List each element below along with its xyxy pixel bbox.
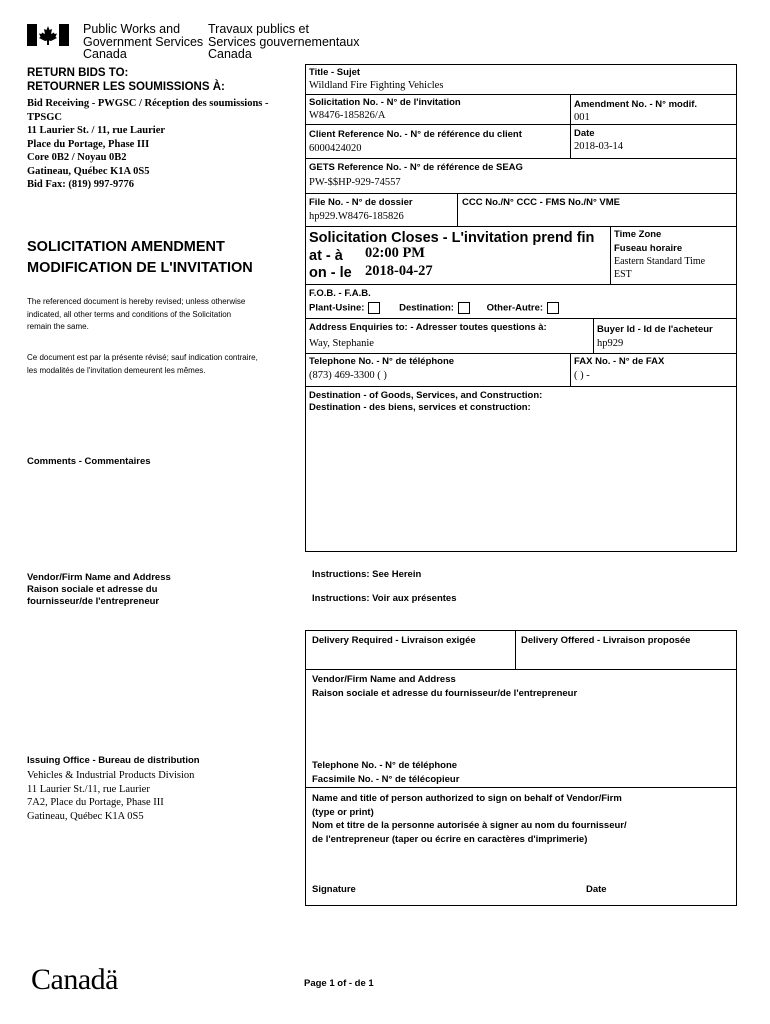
issuing-line: Gatineau, Québec K1A 0S5 [27, 810, 144, 822]
return-bids-line: Place du Portage, Phase III [27, 138, 150, 150]
note-line: les modalités de l'invitation demeurent les mêmes. [27, 365, 206, 375]
other-checkbox[interactable] [547, 302, 559, 314]
dept-fr-line-2: Services gouvernementaux [208, 34, 360, 49]
vendor-name-address-label: Vendor/Firm Name and Address [312, 674, 456, 685]
close-date-value: 2018-04-27 [365, 263, 433, 279]
fax-label: FAX No. - N° de FAX [574, 356, 665, 367]
destination-label: Destination: [399, 302, 454, 314]
note-line: Ce document est par la présente révisé; sauf indication contraire, [27, 353, 258, 362]
divider [305, 124, 737, 125]
date-label: Date [574, 128, 595, 139]
dept-en-line-1: Public Works and [83, 22, 181, 36]
closes-label: Solicitation Closes - L'invitation prend fin [309, 230, 595, 246]
divider [305, 318, 737, 319]
delivery-offered-label: Delivery Offered - Livraison proposée [521, 635, 691, 646]
amendment-title-en: SOLICITATION AMENDMENT [27, 239, 225, 255]
note-line: The referenced document is hereby revised; unless otherwise [27, 297, 246, 306]
note-line: remain the same. [27, 322, 89, 331]
divider [305, 353, 737, 354]
dept-en-line-3: Canada [83, 47, 127, 61]
dept-fr-line-3: Canada [208, 47, 252, 61]
other-label: Other-Autre: [486, 302, 544, 314]
divider [570, 94, 571, 158]
vendor-label [27, 572, 171, 608]
signature-date-label: Date [586, 884, 607, 895]
telephone-value: (873) 469-3300 ( ) [309, 370, 387, 381]
divider [305, 158, 737, 159]
return-bids-line: TPSGC [27, 111, 63, 123]
divider [305, 94, 737, 95]
return-bids-title-fr: RETOURNER LES SOUMISSIONS À: [27, 81, 225, 93]
divider [515, 630, 516, 669]
client-ref-value: 6000424020 [309, 143, 362, 154]
department-name-en [83, 23, 203, 61]
ccc-label: CCC No./N° CCC - FMS No./N° VME [462, 197, 621, 208]
delivery-required-label: Delivery Required - Livraison exigée [312, 635, 476, 646]
return-bids-address [27, 97, 269, 192]
vendor-label-line: fournisseur/de l'entrepreneur [27, 596, 160, 607]
title-value: Wildland Fire Fighting Vehicles [309, 80, 444, 91]
address-enquiries-value: Way, Stephanie [309, 338, 374, 349]
destination-goods-label-fr: Destination - des biens, services et construction: [309, 402, 531, 413]
return-bids-line: Bid Receiving - PWGSC / Réception des soumissions - [27, 98, 269, 109]
gets-label: GETS Reference No. - N° de référence de SEAG [309, 162, 523, 173]
return-bids-line: Gatineau, Québec K1A 0S5 [27, 165, 150, 177]
auth-line: Name and title of person authorized to sign on behalf of Vendor/Firm [312, 793, 622, 804]
page-number: Page 1 of - de 1 [304, 978, 374, 989]
auth-line: de l'entrepreneur (taper ou écrire en caractères d'imprimerie) [312, 833, 588, 845]
amendment-note-fr [27, 352, 258, 377]
return-bids-line: Bid Fax: (819) 997-9776 [27, 179, 135, 190]
instructions-en: Instructions: See Herein [312, 569, 422, 580]
file-label: File No. - N° de dossier [309, 197, 413, 208]
divider [305, 386, 737, 387]
fax-value: ( ) - [574, 370, 590, 381]
plant-label: Plant-Usine: [309, 302, 365, 314]
divider [570, 353, 571, 386]
issuing-line: Vehicles & Industrial Products Division [27, 770, 195, 781]
destination-checkbox[interactable] [458, 302, 470, 314]
issuing-office-label: Issuing Office - Bureau de distribution [27, 755, 200, 766]
amendment-title [27, 237, 253, 279]
timezone-label: Time Zone [614, 229, 662, 240]
department-name-fr [208, 23, 359, 61]
divider [305, 787, 737, 788]
authorized-person-label [312, 792, 627, 846]
at-label: at - à [309, 248, 343, 264]
gets-value: PW-$$HP-929-74557 [309, 177, 401, 188]
date-value: 2018-03-14 [574, 141, 623, 152]
amendment-title-fr: MODIFICATION DE L'INVITATION [27, 260, 253, 276]
buyer-label: Buyer Id - Id de l'acheteur [597, 324, 713, 335]
divider [305, 226, 737, 227]
issuing-line: 11 Laurier St./11, rue Laurier [27, 783, 150, 795]
buyer-value: hp929 [597, 338, 624, 349]
return-bids-title [27, 66, 225, 94]
file-value: hp929.W8476-185826 [309, 211, 404, 222]
solicitation-value: W8476-185826/A [309, 110, 386, 121]
auth-line: Nom et titre de la personne autorisée à signer au nom du fournisseur/ [312, 820, 627, 831]
fob-options [309, 302, 559, 314]
timezone-value: Eastern Standard Time [614, 256, 706, 267]
comments-label: Comments - Commentaires [27, 456, 151, 467]
vendor-name-address-label-fr: Raison sociale et adresse du fournisseur/de l'entrepreneur [312, 688, 578, 699]
instructions-fr: Instructions: Voir aux présentes [312, 593, 457, 604]
return-bids-line: Core 0B2 / Noyau 0B2 [27, 152, 127, 163]
vendor-label-line: Vendor/Firm Name and Address [27, 572, 171, 583]
timezone-label-fr: Fuseau horaire [614, 243, 683, 254]
amendment-value: 001 [574, 112, 590, 123]
issuing-office-address [27, 769, 194, 823]
divider [593, 318, 594, 353]
divider [305, 284, 737, 285]
address-enquiries-label: Address Enquiries to: - Adresser toutes questions à: [309, 322, 547, 333]
vendor-telephone-label: Telephone No. - N° de téléphone [312, 760, 458, 771]
return-bids-title-en: RETURN BIDS TO: [27, 67, 129, 79]
canada-flag-icon [27, 24, 69, 46]
telephone-label: Telephone No. - N° de téléphone [309, 356, 455, 367]
fob-label: F.O.B. - F.A.B. [309, 288, 371, 299]
return-bids-line: 11 Laurier St. / 11, rue Laurier [27, 125, 166, 136]
plant-checkbox[interactable] [368, 302, 380, 314]
close-time-value: 02:00 PM [365, 245, 425, 261]
solicitation-label: Solicitation No. - N° de l'invitation [309, 97, 461, 108]
divider [610, 226, 611, 284]
dept-fr-line-1: Travaux publics et [208, 22, 309, 36]
title-label: Title - Sujet [309, 67, 361, 78]
dept-en-line-2: Government Services [83, 34, 204, 49]
timezone-abbr: EST [614, 269, 632, 280]
destination-goods-label-en: Destination - of Goods, Services, and Construction: [309, 390, 543, 401]
signature-label: Signature [312, 884, 356, 895]
vendor-facsimile-label: Facsimile No. - N° de télécopieur [312, 774, 460, 785]
client-ref-label: Client Reference No. - N° de référence du client [309, 129, 522, 140]
vendor-label-line: Raison sociale et adresse du [27, 584, 158, 595]
canada-wordmark: Canadä [31, 963, 118, 996]
divider [305, 669, 737, 670]
divider [305, 193, 737, 194]
auth-line: (type or print) [312, 806, 374, 818]
amendment-note-en [27, 296, 245, 334]
amendment-label: Amendment No. - N° modif. [574, 99, 698, 110]
divider [457, 193, 458, 226]
note-line: indicated, all other terms and conditions of the Solicitation [27, 309, 232, 319]
issuing-line: 7A2, Place du Portage, Phase III [27, 797, 164, 808]
on-label: on - le [309, 265, 352, 281]
